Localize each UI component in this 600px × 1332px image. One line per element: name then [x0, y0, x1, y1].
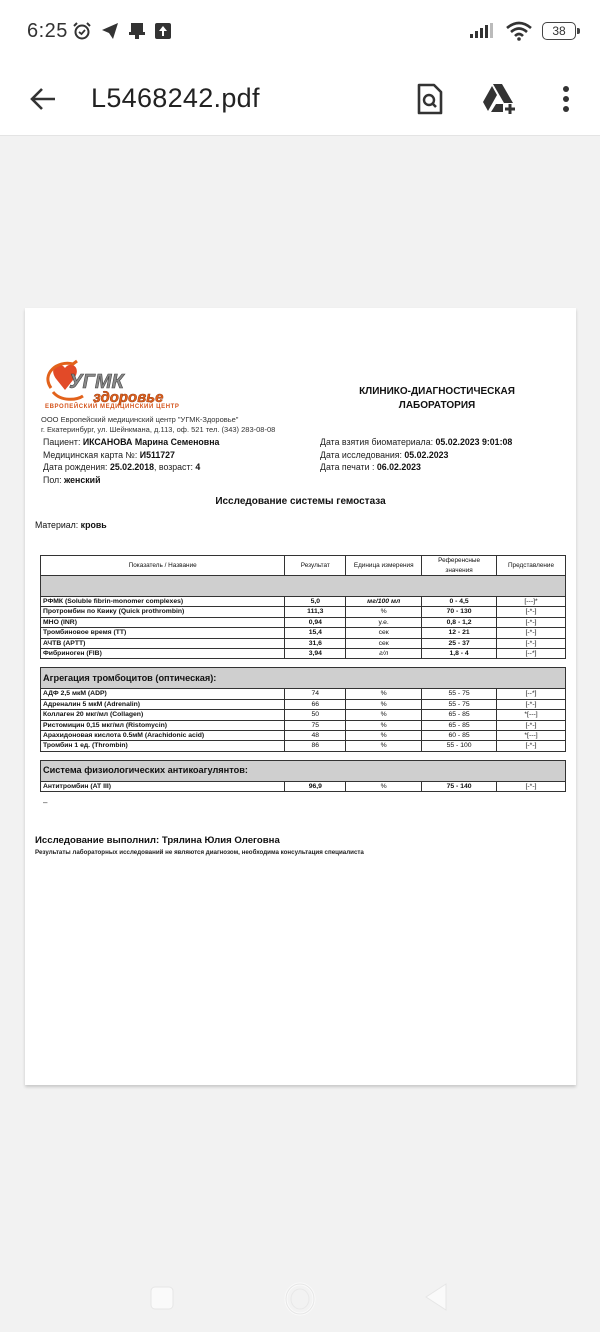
test-unit: %: [346, 731, 422, 741]
drive-add-icon: [482, 83, 518, 115]
test-view: [-*-]: [497, 741, 566, 751]
test-unit: %: [346, 689, 422, 699]
test-view: [-*-]: [497, 607, 566, 617]
test-unit: у.е.: [346, 617, 422, 627]
test-reference: 55 - 100: [422, 741, 497, 751]
test-result: 31,6: [285, 638, 346, 648]
test-view: [-*-]: [497, 781, 566, 791]
table-header-row: [41, 556, 566, 576]
test-unit: г/л: [346, 649, 422, 659]
test-name: Тромбиновое время (ТТ): [41, 628, 285, 638]
test-result: 15,4: [285, 628, 346, 638]
signal-icon: [470, 23, 496, 39]
recents-button[interactable]: [150, 1286, 174, 1315]
test-unit: сек: [346, 638, 422, 648]
more-vert-icon: [562, 85, 570, 113]
study-date-label: Дата исследования:: [320, 449, 405, 460]
study-date: 05.02.2023: [404, 449, 449, 460]
medical-card-line: [43, 449, 219, 462]
test-view: *[---]: [497, 731, 566, 741]
logo-emblem-icon: [43, 358, 173, 406]
lab-title: [347, 385, 527, 413]
section-title: Система физиологических антикоагулянтов:: [41, 760, 566, 781]
back-triangle-icon: [424, 1282, 448, 1312]
test-unit: %: [346, 781, 422, 791]
test-reference: 75 - 140: [422, 781, 497, 791]
header-result: Результат: [285, 556, 346, 576]
card-label: Медицинская карта №:: [43, 449, 140, 460]
test-result: 5,0: [285, 597, 346, 607]
table-row: [41, 741, 566, 751]
svg-text:здоровье: здоровье: [93, 389, 164, 406]
test-view: [-*-]: [497, 638, 566, 648]
notification-icon: [128, 22, 146, 40]
nav-back-button[interactable]: [424, 1282, 448, 1317]
print-date-label: Дата печати :: [320, 462, 377, 473]
table-row: [41, 720, 566, 730]
battery-level: 38: [552, 24, 566, 38]
status-bar: [0, 0, 600, 62]
sample-date-line: [320, 436, 512, 449]
section-row: [41, 760, 566, 781]
print-date-line: [320, 461, 512, 474]
test-reference: 70 - 130: [422, 607, 497, 617]
logo-tagline: ЕВРОПЕЙСКИЙ МЕДИЦИНСКИЙ ЦЕНТР: [45, 404, 180, 410]
study-title: Исследование системы гемостаза: [215, 496, 386, 507]
study-date-line: [320, 449, 512, 462]
test-name: АДФ 2,5 мкМ (ADP): [41, 689, 285, 699]
organization-address: г. Екатеринбург, ул. Шейнкмана, д.113, оф. 521 тел. (343) 283-08-08: [41, 425, 276, 434]
spacer-row: [41, 659, 566, 668]
table-row: [41, 781, 566, 791]
test-result: 111,3: [285, 607, 346, 617]
table-row: [41, 731, 566, 741]
file-title: L5468242.pdf: [91, 83, 260, 113]
test-name: АЧТВ (APTT): [41, 638, 285, 648]
test-name: РФМК (Soluble fibrin-monomer complexes): [41, 597, 285, 607]
telegram-icon: [101, 22, 119, 40]
app-bar-actions: [410, 79, 600, 119]
find-in-document-button[interactable]: [410, 79, 450, 119]
navigation-bar: [0, 1262, 600, 1332]
section-title: [41, 576, 566, 597]
test-view: [--*]: [497, 649, 566, 659]
test-result: 96,9: [285, 781, 346, 791]
alarm-icon: [72, 21, 92, 41]
test-view: [-*-]: [497, 617, 566, 627]
test-result: 75: [285, 720, 346, 730]
svg-text:УГМК: УГМК: [69, 371, 124, 393]
test-reference: 0,8 - 1,2: [422, 617, 497, 627]
test-name: Протромбин по Квику (Quick prothrombin): [41, 607, 285, 617]
test-reference: 55 - 75: [422, 689, 497, 699]
test-view: [--*]: [497, 689, 566, 699]
dob-value: 25.02.2018: [109, 462, 154, 473]
test-result: 48: [285, 731, 346, 741]
wifi-icon: [506, 21, 532, 41]
test-result: 0,94: [285, 617, 346, 627]
test-unit: %: [346, 710, 422, 720]
test-reference: 55 - 75: [422, 699, 497, 709]
section-row: [41, 668, 566, 689]
back-button[interactable]: [23, 79, 63, 119]
table-row: [41, 710, 566, 720]
age-value: 4: [195, 462, 201, 473]
test-result: 50: [285, 710, 346, 720]
header-name: Показатель / Название: [41, 556, 285, 576]
test-result: 66: [285, 699, 346, 709]
sample-date: 05.02.2023 9:01:08: [435, 437, 513, 447]
test-result: 86: [285, 741, 346, 751]
sex-label: Пол:: [43, 474, 65, 485]
sex-value: женский: [64, 474, 101, 485]
test-name: Фибриноген (FIB): [41, 649, 285, 659]
test-name: Антитромбин (AT III): [41, 781, 285, 791]
test-name: Арахидоновая кислота 0.5мМ (Arachidonic acid): [41, 731, 285, 741]
spacer: [41, 751, 566, 760]
test-reference: 65 - 85: [422, 710, 497, 720]
organization-info: [41, 415, 275, 435]
test-unit: %: [346, 720, 422, 730]
patient-info: [43, 436, 219, 486]
add-to-drive-button[interactable]: [480, 79, 520, 119]
patient-label: Пациент:: [43, 437, 83, 447]
table-row: [41, 638, 566, 648]
material-value: кровь: [80, 520, 107, 530]
test-view: *[---]: [497, 710, 566, 720]
section-row: [41, 576, 566, 597]
test-result: 74: [285, 689, 346, 699]
sex-line: [43, 474, 219, 487]
table-row: [41, 597, 566, 607]
test-view: [-*-]: [497, 628, 566, 638]
test-name: МНО (INR): [41, 617, 285, 627]
test-unit: %: [346, 607, 422, 617]
home-icon: [284, 1282, 316, 1316]
organization-name: ООО Европейский медицинский центр "УГМК-Здоровье": [41, 415, 239, 424]
patient-name: ИКСАНОВА Марина Семеновна: [82, 437, 220, 447]
table-row: [41, 649, 566, 659]
test-view: [-*-]: [497, 720, 566, 730]
home-button[interactable]: [284, 1282, 316, 1321]
patient-name-line: [43, 436, 219, 449]
disclaimer: Результаты лабораторных исследований не являются диагнозом, необходима консультация специалиста: [35, 849, 364, 856]
spacer-row: [41, 751, 566, 760]
print-date: 06.02.2023: [376, 462, 421, 473]
arrow-left-icon: [29, 85, 57, 113]
test-unit: мг/100 мл: [346, 597, 422, 607]
sample-date-label: Дата взятия биоматериала:: [320, 437, 436, 447]
test-name: Тромбин 1 ед. (Thrombin): [41, 741, 285, 751]
test-unit: %: [346, 699, 422, 709]
upload-icon: [155, 23, 171, 39]
more-options-button[interactable]: [546, 79, 586, 119]
test-name: Адреналин 5 мкМ (Adrenalin): [41, 699, 285, 709]
dates-info: [320, 436, 512, 474]
pdf-page: [25, 308, 576, 1085]
test-result: 3,94: [285, 649, 346, 659]
header-view: Представление: [497, 556, 566, 576]
test-reference: 65 - 85: [422, 720, 497, 730]
test-view: [-*-]: [497, 699, 566, 709]
table-row: [41, 699, 566, 709]
test-reference: 25 - 37: [422, 638, 497, 648]
header-reference: Референсные значения: [422, 556, 497, 576]
spacer: [41, 659, 566, 668]
age-label: , возраст:: [153, 462, 196, 473]
test-unit: %: [346, 741, 422, 751]
table-row: [41, 628, 566, 638]
status-system-icons: [470, 21, 576, 41]
test-view: [---]*: [497, 597, 566, 607]
performer: Исследование выполнил: Трялина Юлия Олеговна: [35, 835, 280, 846]
header-unit: Единица измерения: [346, 556, 422, 576]
test-name: Ристомицин 0,15 мкг/мл (Ristomycin): [41, 720, 285, 730]
material-label: Материал:: [35, 520, 81, 530]
test-reference: 0 - 4,5: [422, 597, 497, 607]
test-reference: 1,8 - 4: [422, 649, 497, 659]
test-unit: сек: [346, 628, 422, 638]
table-row: [41, 689, 566, 699]
status-time: 6:25: [27, 19, 68, 42]
test-reference: 60 - 85: [422, 731, 497, 741]
section-title: Агрегация тромбоцитов (оптическая):: [41, 668, 566, 689]
battery-icon: [542, 22, 576, 40]
test-reference: 12 - 21: [422, 628, 497, 638]
app-bar: [0, 62, 600, 136]
card-number: И511727: [139, 449, 175, 460]
dob-label: Дата рождения:: [43, 462, 110, 473]
lab-title-line2: ЛАБОРАТОРИЯ: [398, 400, 476, 411]
table-row: [41, 607, 566, 617]
status-notification-icons: [72, 21, 171, 41]
doc-search-icon: [417, 83, 443, 115]
results-table: [40, 555, 566, 792]
test-name: Коллаген 20 мкг/мл (Collagen): [41, 710, 285, 720]
material: [35, 520, 107, 530]
recents-icon: [150, 1286, 174, 1310]
dob-line: [43, 461, 219, 474]
pdf-viewer[interactable]: [0, 137, 600, 1262]
dash-mark: –: [43, 798, 48, 807]
lab-title-line1: КЛИНИКО-ДИАГНОСТИЧЕСКАЯ: [359, 386, 515, 397]
table-row: [41, 617, 566, 627]
